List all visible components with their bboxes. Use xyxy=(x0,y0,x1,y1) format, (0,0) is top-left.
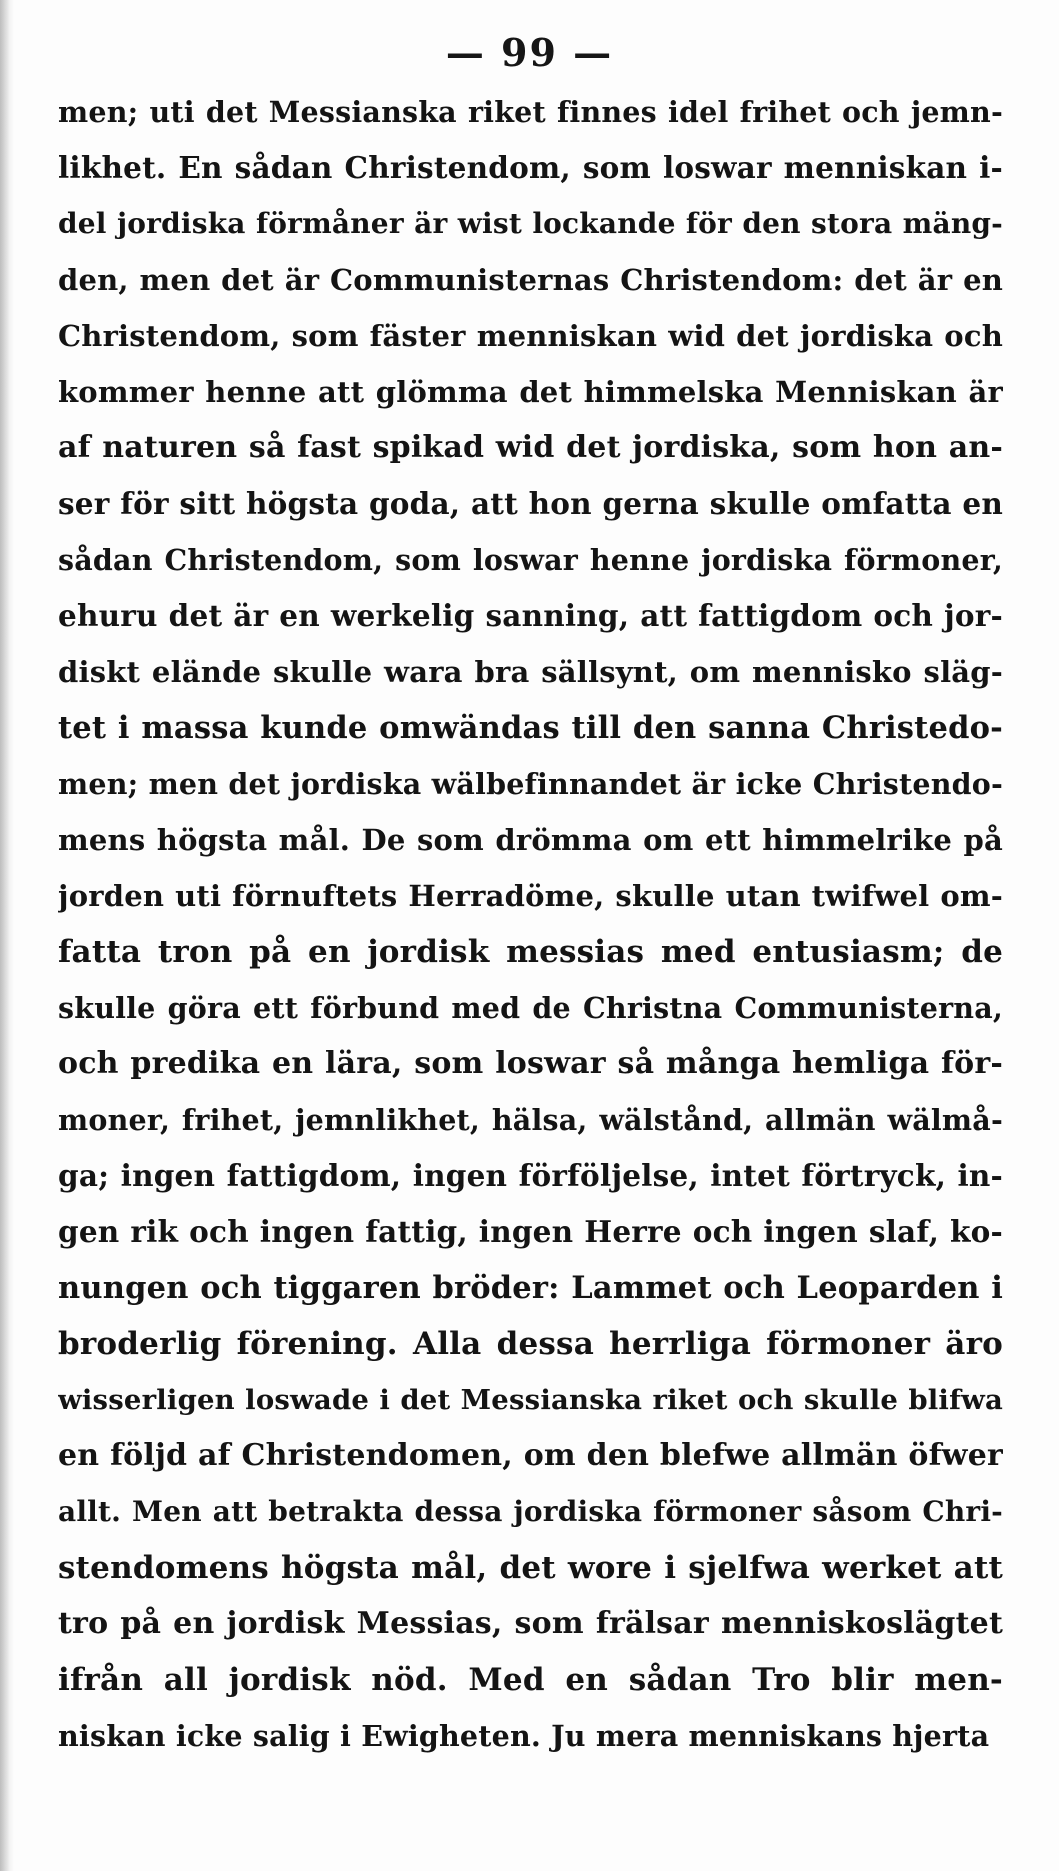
text-line: wisserligen loswade i det Messianska riket och skulle blifwa xyxy=(58,1384,1003,1416)
text-line: broderlig förening. Alla dessa herrliga förmoner äro xyxy=(58,1326,1003,1362)
body-text xyxy=(58,84,1003,1764)
text-line: nungen och tiggaren bröder: Lammet och Leoparden i xyxy=(58,1270,1003,1306)
text-line: men; men det jordiska wälbefinnandet är icke Christendo- xyxy=(58,767,1003,801)
text-line: likhet. En sådan Christendom, som loswar menniskan i- xyxy=(58,150,1003,185)
text-line: ga; ingen fattigdom, ingen förföljelse, intet förtryck, in- xyxy=(58,1158,1003,1193)
text-line: ifrån all jordisk nöd. Med en sådan Tro blir men- xyxy=(58,1662,1003,1698)
text-line: del jordiska förmåner är wist lockande för den stora mäng- xyxy=(58,207,1003,240)
text-line: moner, frihet, jemnlikhet, hälsa, wälstånd, allmän wälmå- xyxy=(58,1103,1003,1137)
text-line: tro på en jordisk Messias, som frälsar menniskoslägtet xyxy=(58,1606,1003,1641)
text-line: och predika en lära, som loswar så många hemliga för- xyxy=(58,1046,1003,1081)
text-line: jorden uti förnuftets Herradöme, skulle utan twifwel om- xyxy=(58,879,1003,913)
page-number: — 99 — xyxy=(445,30,614,75)
text-line: skulle göra ett förbund med de Christna Communisterna, xyxy=(58,991,1003,1025)
text-line: af naturen så fast spikad wid det jordiska, som hon an- xyxy=(58,430,1003,465)
text-line: sådan Christendom, som loswar henne jordiska förmoner, xyxy=(58,543,1003,577)
text-line: ehuru det är en werkelig sanning, att fattigdom och jor- xyxy=(58,598,1003,633)
text-line: gen rik och ingen fattig, ingen Herre och ingen slaf, ko- xyxy=(58,1214,1003,1249)
text-line: ser för sitt högsta goda, att hon gerna skulle omfatta en xyxy=(58,486,1003,521)
text-line: diskt elände skulle wara bra sällsynt, om mennisko släg- xyxy=(58,655,1003,689)
text-line: mens högsta mål. De som drömma om ett himmelrike på xyxy=(58,823,1003,857)
text-line: kommer henne att glömma det himmelska Menniskan är xyxy=(58,375,1003,409)
text-line: fatta tron på en jordisk messias med entusiasm; de xyxy=(58,934,1003,970)
text-line: men; uti det Messianska riket finnes idel frihet och jemn- xyxy=(58,95,1003,129)
text-line: niskan icke salig i Ewigheten. Ju mera menniskans hjerta xyxy=(58,1719,990,1753)
text-line: tet i massa kunde omwändas till den sanna Christedo- xyxy=(58,710,1003,746)
text-line: den, men det är Communisternas Christendom: det är en xyxy=(58,263,1003,297)
text-line: allt. Men att betrakta dessa jordiska förmoner såsom Chri- xyxy=(58,1495,1003,1528)
text-line: stendomens högsta mål, det wore i sjelfwa werket att xyxy=(58,1550,1003,1586)
page-edge-shadow xyxy=(0,0,14,1871)
text-line: Christendom, som fäster menniskan wid det jordiska och xyxy=(58,319,1003,353)
text-line: en följd af Christendomen, om den blefwe allmän öfwer xyxy=(58,1438,1003,1473)
